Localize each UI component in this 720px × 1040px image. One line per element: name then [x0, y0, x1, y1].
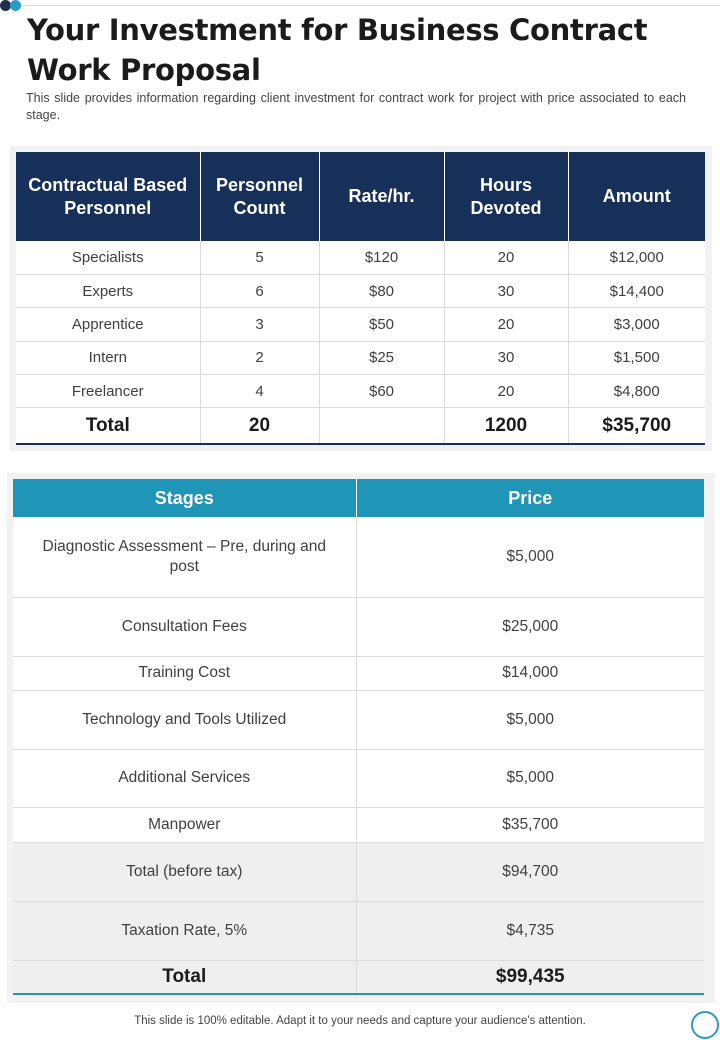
total-row [13, 960, 704, 994]
cell-stage: Taxation Rate, 5% [13, 901, 356, 960]
header-hours: Hours Devoted [444, 152, 568, 241]
page-title: Your Investment for Business Contract Work Proposal [27, 13, 648, 87]
table-row [16, 341, 705, 374]
table-row [13, 901, 704, 960]
cell-stage: Technology and Tools Utilized [13, 690, 356, 749]
header-stages: Stages [13, 479, 356, 517]
total-row [16, 408, 705, 444]
cell-price: $5,000 [356, 517, 704, 597]
header-count: Personnel Count [200, 152, 319, 241]
personnel-table [16, 152, 705, 445]
cell-hours: 20 [444, 375, 568, 408]
cell-stage: Diagnostic Assessment – Pre, during and post [13, 517, 356, 597]
cell-price: $5,000 [356, 690, 704, 749]
cell-personnel: Freelancer [16, 375, 200, 408]
cell-rate: $80 [319, 274, 444, 307]
table-row [16, 241, 705, 274]
cell-price: $4,735 [356, 901, 704, 960]
cell-amount: $3,000 [568, 308, 705, 341]
cell-stage: Training Cost [13, 656, 356, 690]
table-row [16, 375, 705, 408]
total-amount: $35,700 [568, 408, 705, 444]
cell-rate: $120 [319, 241, 444, 274]
cell-count: 6 [200, 274, 319, 307]
total-label: Total [13, 960, 356, 994]
cell-stage: Manpower [13, 807, 356, 842]
table-row [13, 807, 704, 842]
cell-stage: Consultation Fees [13, 597, 356, 656]
cell-amount: $14,400 [568, 274, 705, 307]
cell-personnel: Intern [16, 341, 200, 374]
cell-count: 5 [200, 241, 319, 274]
cell-rate: $60 [319, 375, 444, 408]
cell-price: $25,000 [356, 597, 704, 656]
decorative-dots [0, 0, 24, 12]
stages-header-row [13, 479, 704, 517]
table-row [16, 274, 705, 307]
header-amount: Amount [568, 152, 705, 241]
header-personnel: Contractual Based Personnel [16, 152, 200, 241]
cell-rate: $50 [319, 308, 444, 341]
cell-price: $94,700 [356, 842, 704, 901]
cell-count: 3 [200, 308, 319, 341]
cell-amount: $12,000 [568, 241, 705, 274]
table-row [13, 749, 704, 807]
header-price: Price [356, 479, 704, 517]
total-price: $99,435 [356, 960, 704, 994]
cell-stage: Total (before tax) [13, 842, 356, 901]
footer-note: This slide is 100% editable. Adapt it to your needs and capture your audience's attention. [134, 1015, 586, 1027]
total-count: 20 [200, 408, 319, 444]
cell-price: $35,700 [356, 807, 704, 842]
table-row [13, 842, 704, 901]
table-row [13, 597, 704, 656]
cell-count: 4 [200, 375, 319, 408]
table-row [16, 308, 705, 341]
table-row [13, 656, 704, 690]
header-divider [22, 5, 720, 6]
table-row [13, 517, 704, 597]
cell-amount: $4,800 [568, 375, 705, 408]
cell-count: 2 [200, 341, 319, 374]
page-subtitle: This slide provides information regarding client investment for contract work for project with price associated to each stage. [26, 91, 686, 122]
personnel-header-row [16, 152, 705, 241]
header-rate: Rate/hr. [319, 152, 444, 241]
total-label: Total [16, 408, 200, 444]
cell-rate: $25 [319, 341, 444, 374]
cell-personnel: Apprentice [16, 308, 200, 341]
cell-personnel: Experts [16, 274, 200, 307]
cell-hours: 30 [444, 274, 568, 307]
stages-table [13, 479, 704, 995]
cell-price: $14,000 [356, 656, 704, 690]
cell-personnel: Specialists [16, 241, 200, 274]
total-hours: 1200 [444, 408, 568, 444]
total-rate [319, 408, 444, 444]
cell-hours: 20 [444, 308, 568, 341]
circle-outline-icon [691, 1011, 719, 1039]
table-row [13, 690, 704, 749]
cell-hours: 30 [444, 341, 568, 374]
cell-stage: Additional Services [13, 749, 356, 807]
cell-hours: 20 [444, 241, 568, 274]
dot-teal-icon [10, 0, 21, 11]
cell-price: $5,000 [356, 749, 704, 807]
cell-amount: $1,500 [568, 341, 705, 374]
